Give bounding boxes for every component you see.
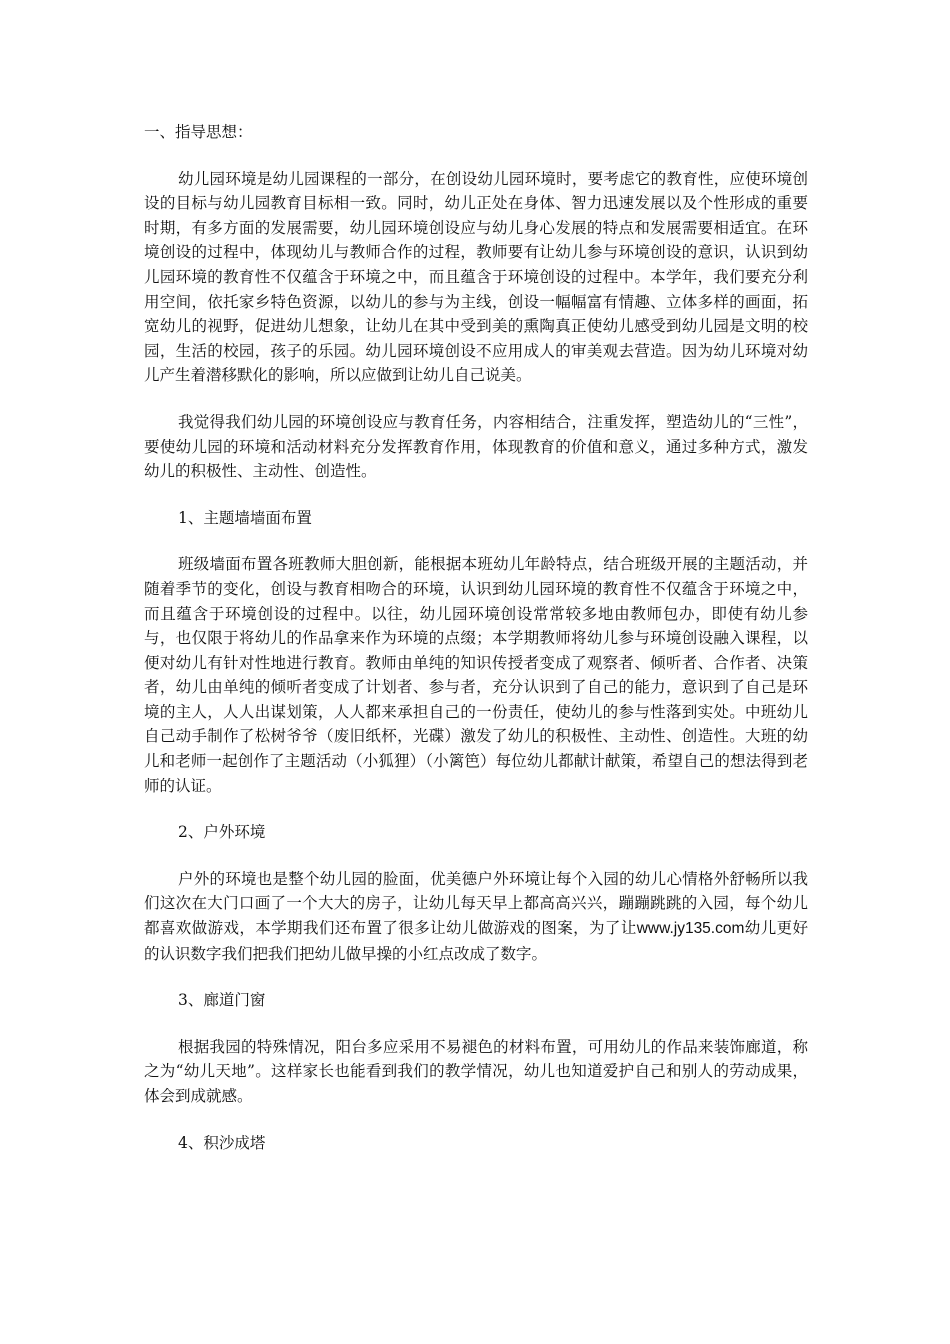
website-url: www.jy135.com — [636, 920, 745, 938]
section-title: 一、指导思想： — [144, 123, 253, 141]
item-heading-corridor: 3、廊道门窗 — [178, 991, 266, 1010]
item-text-outdoor — [144, 867, 808, 966]
item-heading-wall: 1、主题墙墙面布置 — [178, 508, 312, 527]
item-heading-sand: 4、积沙成塔 — [178, 1133, 266, 1152]
document-body — [144, 120, 808, 1177]
outdoor-text-after: 幼儿更好的认识数字我们把我们把幼儿做早操的小红点改成了数字。 — [144, 919, 808, 963]
item-text-wall: 班级墙面布置各班教师大胆创新，能根据本班幼儿年龄特点，结合班级开展的主题活动，并随着季节的变化，创设与教育相吻合的环境，认识到幼儿园环境的教育性不仅蕴含于环境之中，而且蕴含于环境创设的过程中。以往，幼儿园环境创设常常较多地由教师包办，即使有幼儿参与，也仅限于将幼儿的作品拿来作为环境的点缀；本学期教师将幼儿参与环境创设融入课程，以便对幼儿有针对性地进行教育。教师由单纯的知识传授者变成了观察者、倾听者、合作者、决策者，幼儿由单纯的倾听者变成了计划者、参与者，充分认识到了自己的能力，意识到了自己是环境的主人，人人出谋划策，人人都来承担自己的一份责任，使幼儿的参与性落到实处。中班幼儿自己动手制作了松树爷爷（废旧纸杯，光碟）激发了幼儿的积极性、主动性、创造性。大班的幼儿和老师一起创作了主题活动（小狐狸）（小篱笆）每位幼儿都献计献策，希望自己的想法得到老师的认证。 — [144, 555, 808, 795]
outdoor-text-before: 户外的环境也是整个幼儿园的脸面，优美德户外环境让每个入园的幼儿心情格外舒畅所以我们这次在大门口画了一个大大的房子，让幼儿每天早上都高高兴兴，蹦蹦跳跳的入园，每个幼儿都喜欢做游戏，本学期我们还布置了很多让幼儿做游戏的图案，为了让 — [144, 869, 808, 938]
guiding-paragraph-1: 幼儿园环境是幼儿园课程的一部分，在创设幼儿园环境时，要考虑它的教育性，应使环境创设的目标与幼儿园教育目标相一致。同时，幼儿正处在身体、智力迅速发展以及个性形成的重要时期，有多方面的发展需要，幼儿园环境创设应与幼儿身心发展的特点和发展需要相适宜。在环境创设的过程中，体现幼儿与教师合作的过程，教师要有让幼儿参与环境创设的意识，认识到幼儿园环境的教育性不仅蕴含于环境之中，而且蕴含于环境创设的过程中。本学年，我们要充分利用空间，依托家乡特色资源，以幼儿的参与为主线，创设一幅幅富有情趣、立体多样的画面，拓宽幼儿的视野，促进幼儿想象，让幼儿在其中受到美的熏陶真正使幼儿感受到幼儿园是文明的校园，生活的校园，孩子的乐园。幼儿园环境创设不应用成人的审美观去营造。因为幼儿环境对幼儿产生着潜移默化的影响，所以应做到让幼儿自己说美。 — [144, 169, 808, 385]
guiding-paragraph-2: 我觉得我们幼儿园的环境创设应与教育任务，内容相结合，注重发挥，塑造幼儿的“三性”，要使幼儿园的环境和活动材料充分发挥教育作用，体现教育的价值和意义，通过多种方式，激发幼儿的积极性、主动性、创造性。 — [144, 412, 808, 481]
item-text-corridor: 根据我园的特殊情况，阳台多应采用不易褪色的材料布置，可用幼儿的作品来装饰廊道，称之为“幼儿天地”。这样家长也能看到我们的教学情况，幼儿也知道爱护自己和别人的劳动成果，体会到成就感。 — [144, 1037, 808, 1105]
item-heading-outdoor: 2、户外环境 — [178, 823, 266, 842]
